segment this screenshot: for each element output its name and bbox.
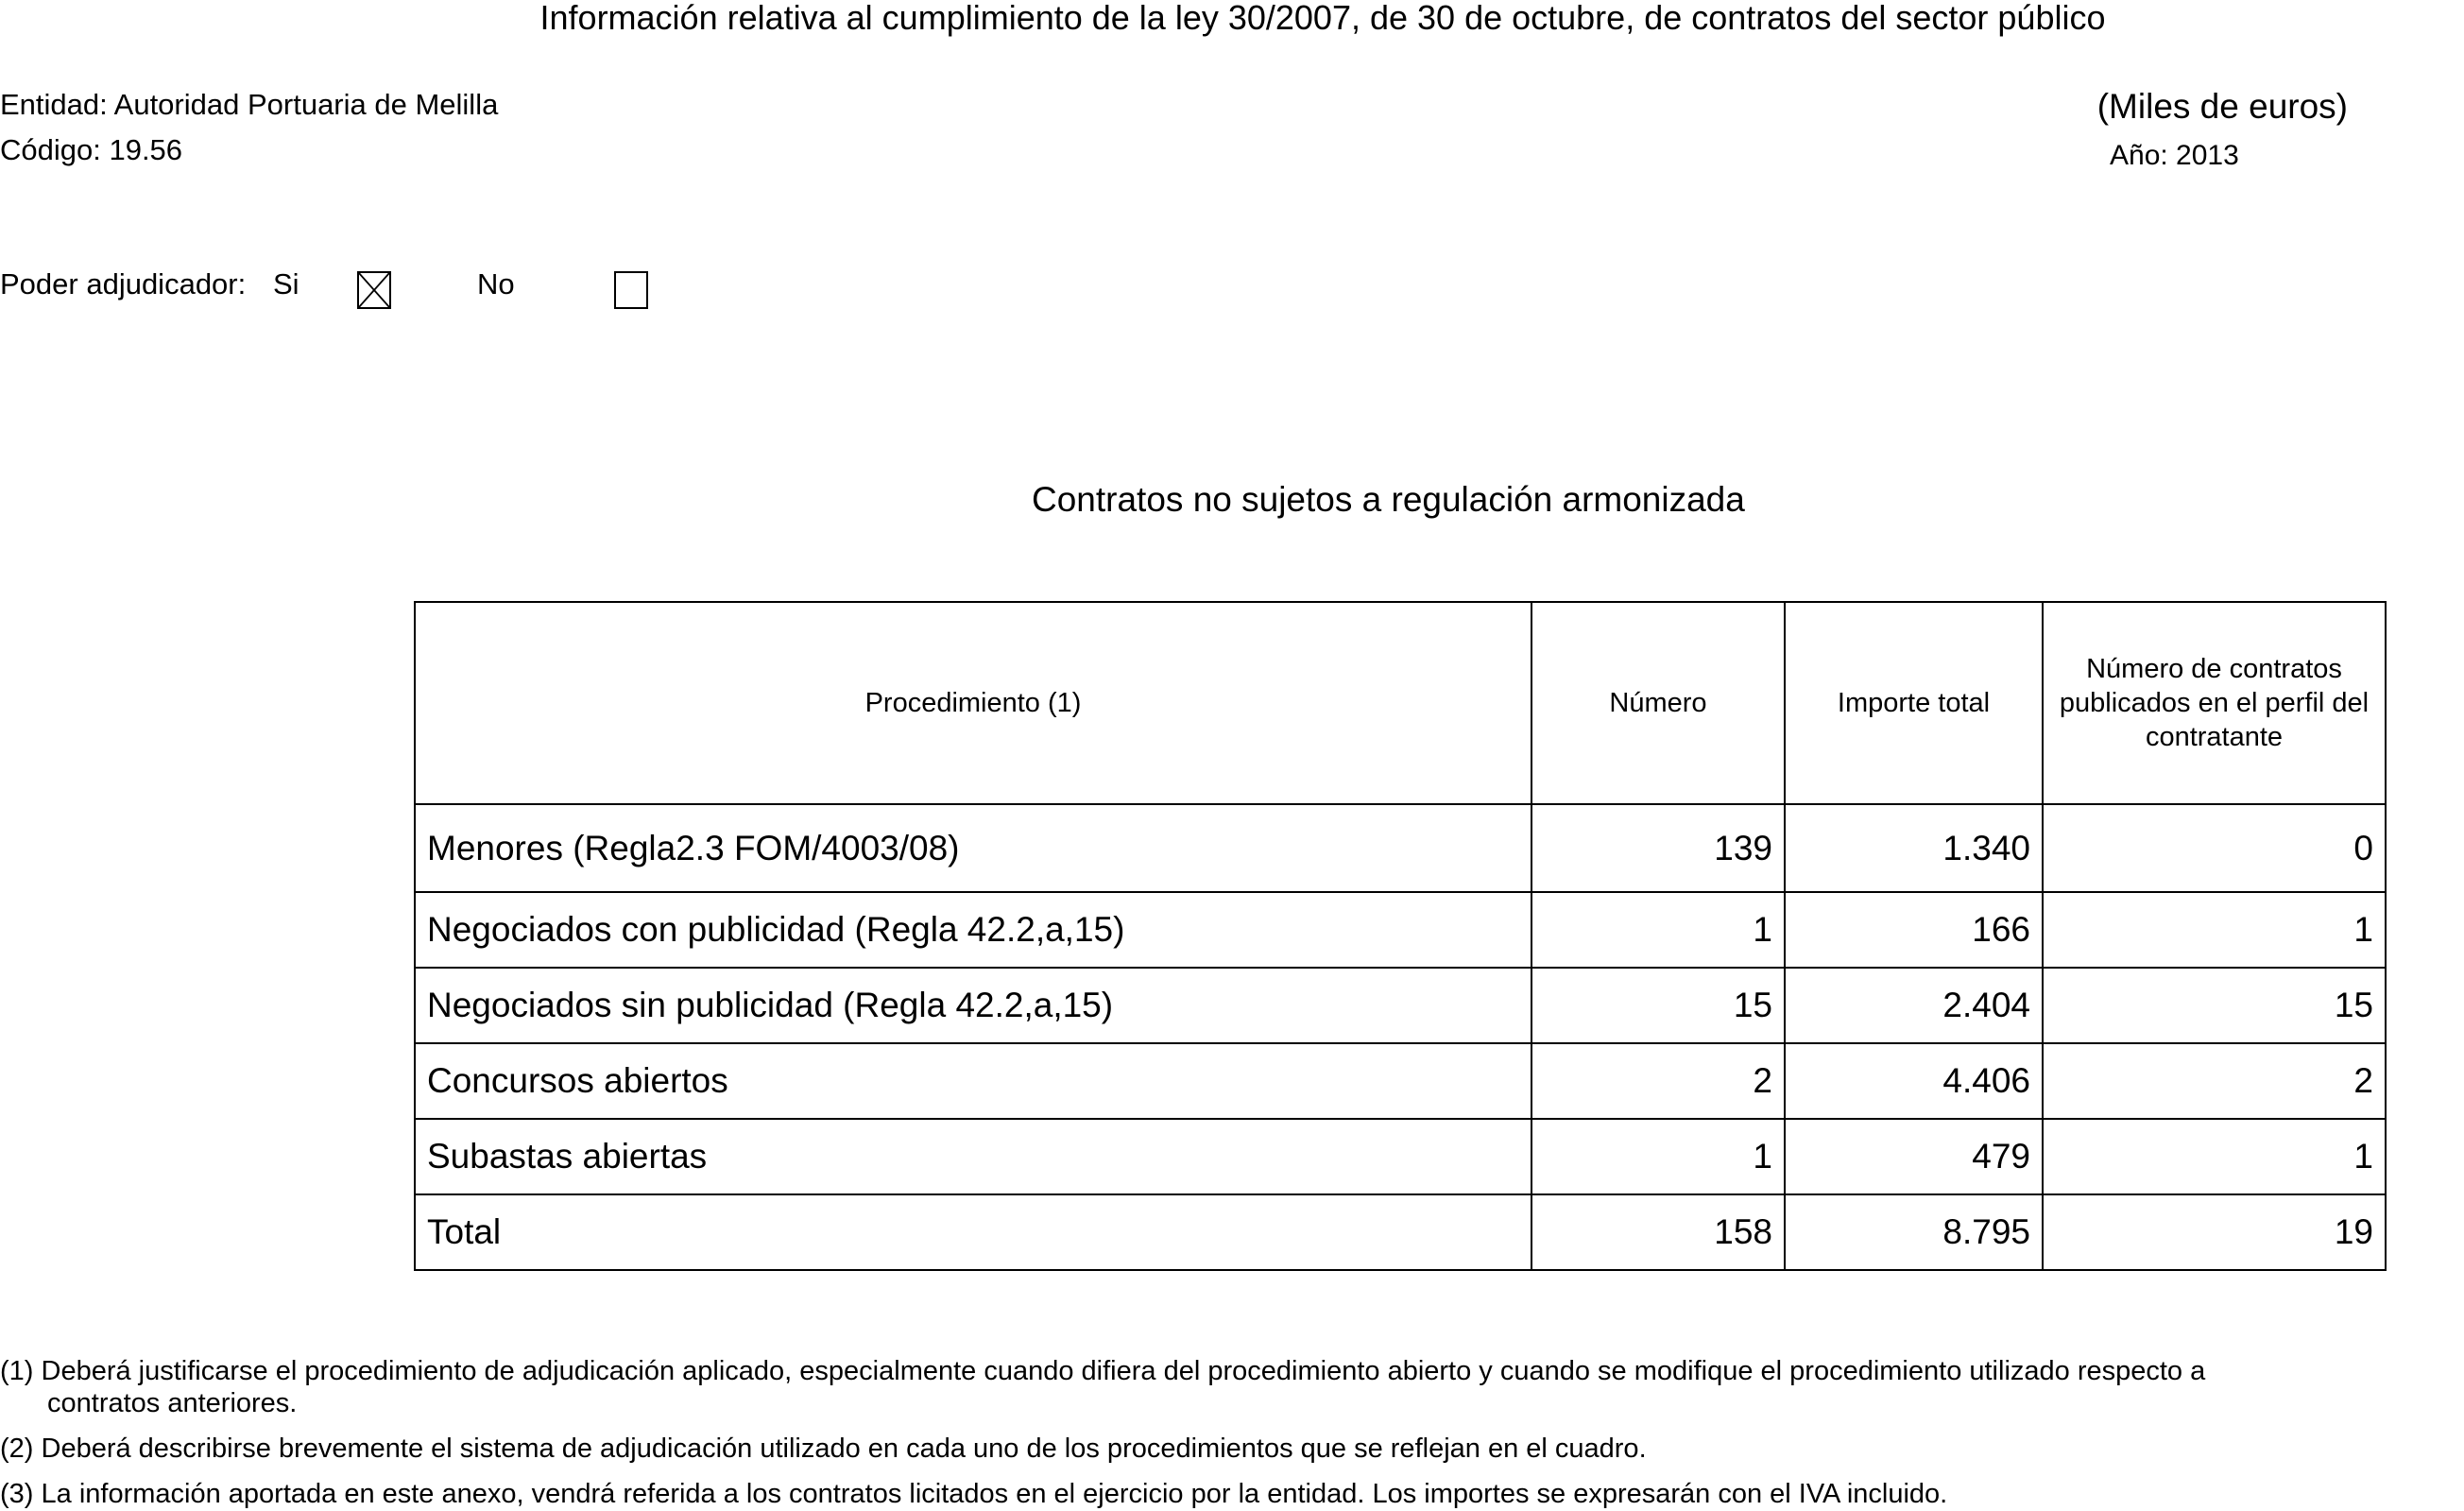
units-label: (Miles de euros) bbox=[2096, 87, 2348, 126]
table-header-row bbox=[415, 602, 2386, 804]
cell-importe: 166 bbox=[1785, 892, 2043, 968]
cell-publicados: 1 bbox=[2043, 1119, 2386, 1194]
cell-importe: 2.404 bbox=[1785, 968, 2043, 1043]
cell-numero: 139 bbox=[1531, 804, 1785, 892]
table-total-row bbox=[415, 1194, 2386, 1270]
header-publicados: Número de contratos publicados en el perfil del contratante bbox=[2043, 602, 2386, 804]
si-checkbox[interactable] bbox=[357, 271, 391, 309]
cell-publicados: 0 bbox=[2043, 804, 2386, 892]
entity-code: Código: 19.56 bbox=[0, 133, 183, 166]
section-title: Contratos no sujetos a regulación armonizada bbox=[1032, 480, 1745, 519]
si-label: Si bbox=[273, 267, 299, 300]
no-checkbox[interactable] bbox=[614, 271, 648, 309]
no-label: No bbox=[477, 267, 515, 300]
contracts-table bbox=[414, 601, 2387, 1271]
cell-procedimiento: Concursos abiertos bbox=[415, 1043, 1531, 1119]
cell-numero: 2 bbox=[1531, 1043, 1785, 1119]
header-numero: Número bbox=[1531, 602, 1785, 804]
poder-adjudicador-label: Poder adjudicador: bbox=[0, 267, 247, 300]
document-title: Información relativa al cumplimiento de la ley 30/2007, de 30 de octubre, de contratos del sector público bbox=[539, 0, 2106, 37]
cell-publicados: 2 bbox=[2043, 1043, 2386, 1119]
cell-importe: 4.406 bbox=[1785, 1043, 2043, 1119]
header-importe: Importe total bbox=[1785, 602, 2043, 804]
cell-importe: 1.340 bbox=[1785, 804, 2043, 892]
table-row bbox=[415, 804, 2386, 892]
footnote-1: (1) Deberá justificarse el procedimiento de adjudicación aplicado, especialmente cuando difiera del procedimiento abierto y cuando se modifique el procedimiento utilizado respecto a bbox=[0, 1356, 2206, 1386]
cell-publicados: 15 bbox=[2043, 968, 2386, 1043]
footnote-3: (3) La información aportada en este anexo, vendrá referida a los contratos licitados en el ejercicio por la entidad. Los importes se expresarán con el IVA incluido. bbox=[0, 1479, 1948, 1509]
checked-x-icon bbox=[359, 273, 389, 307]
year-label: Año: 2013 bbox=[2110, 140, 2239, 171]
cell-publicados: 1 bbox=[2043, 892, 2386, 968]
footnote-2: (2) Deberá describirse brevemente el sistema de adjudicación utilizado en cada uno de los procedimientos que se reflejan en el cuadro. bbox=[0, 1434, 1647, 1464]
cell-procedimiento: Total bbox=[415, 1194, 1531, 1270]
cell-numero: 1 bbox=[1531, 892, 1785, 968]
cell-numero: 15 bbox=[1531, 968, 1785, 1043]
cell-procedimiento: Negociados con publicidad (Regla 42.2,a,15) bbox=[415, 892, 1531, 968]
entity-label: Entidad: Autoridad Portuaria de Melilla bbox=[0, 88, 499, 121]
footnote-1-continuation: contratos anteriores. bbox=[47, 1388, 298, 1418]
cell-numero: 158 bbox=[1531, 1194, 1785, 1270]
table-row bbox=[415, 1043, 2386, 1119]
table-row bbox=[415, 1119, 2386, 1194]
cell-procedimiento: Menores (Regla2.3 FOM/4003/08) bbox=[415, 804, 1531, 892]
header-procedimiento: Procedimiento (1) bbox=[415, 602, 1531, 804]
cell-procedimiento: Subastas abiertas bbox=[415, 1119, 1531, 1194]
cell-procedimiento: Negociados sin publicidad (Regla 42.2,a,15) bbox=[415, 968, 1531, 1043]
cell-publicados: 19 bbox=[2043, 1194, 2386, 1270]
table-row bbox=[415, 968, 2386, 1043]
cell-importe: 479 bbox=[1785, 1119, 2043, 1194]
table-row bbox=[415, 892, 2386, 968]
cell-importe: 8.795 bbox=[1785, 1194, 2043, 1270]
cell-numero: 1 bbox=[1531, 1119, 1785, 1194]
